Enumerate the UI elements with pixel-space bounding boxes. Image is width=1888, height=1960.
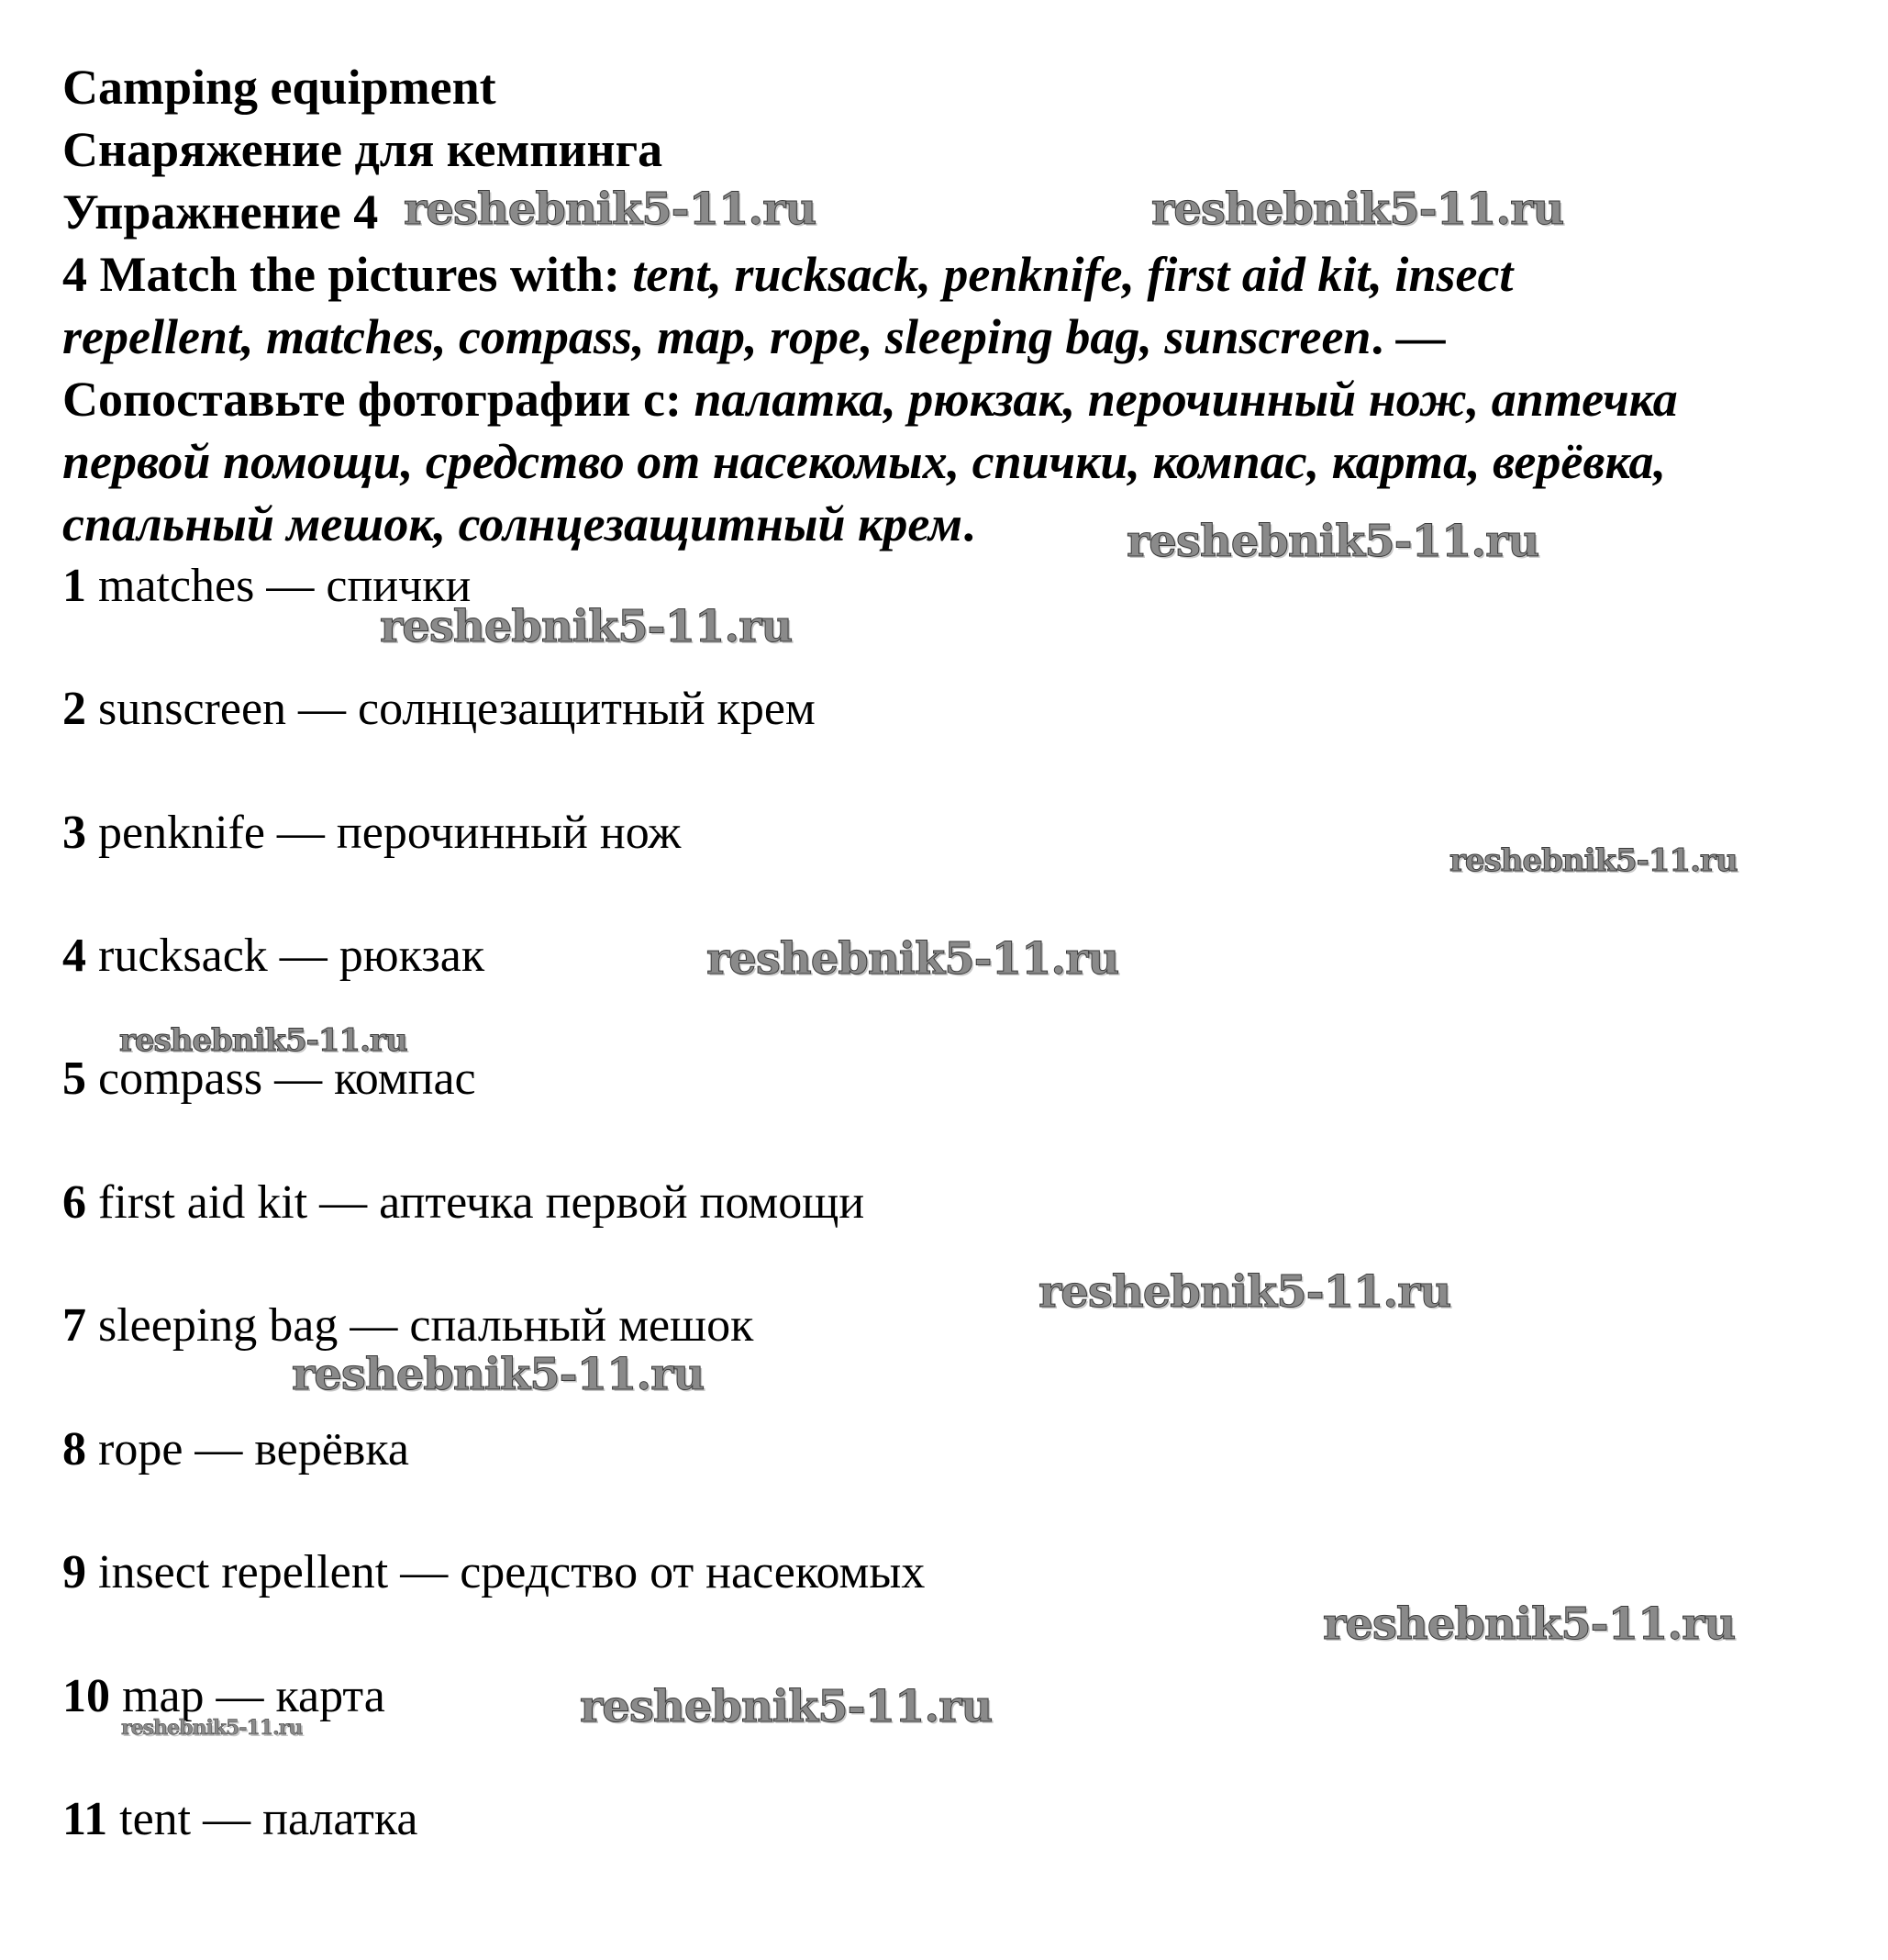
watermark: reshebnik5-11.ru — [1449, 842, 1738, 879]
exercise-label: Упражнение 4 — [62, 184, 379, 239]
answer-number: 6 — [62, 1176, 86, 1229]
answer-text: tent — палатка — [119, 1793, 418, 1845]
task-end: . — [962, 496, 975, 551]
answer-text: first aid kit — аптечка первой помощи — [98, 1176, 865, 1229]
answer-text: sleeping bag — спальный мешок — [98, 1299, 754, 1352]
answer-text: rucksack — рюкзак — [98, 930, 485, 982]
task-line-2 — [62, 306, 1445, 367]
title-english: Camping equipment — [62, 60, 496, 115]
answer-item — [62, 804, 681, 863]
answer-number: 2 — [62, 683, 86, 735]
task-line-3 — [62, 369, 1678, 429]
answer-number: 11 — [62, 1793, 108, 1845]
answer-number: 1 — [62, 560, 86, 612]
answer-item — [62, 927, 484, 986]
watermark: reshebnik5-11.ru — [404, 184, 816, 235]
watermark: reshebnik5-11.ru — [1127, 516, 1539, 567]
answer-item — [62, 1543, 925, 1602]
task-prompt-en: Match the pictures with: — [99, 247, 620, 302]
task-separator: . — — [1371, 309, 1446, 364]
watermark: reshebnik5-11.ru — [119, 1022, 407, 1059]
task-words-ru-2: первой помощи, средство от насекомых, спички, компас, карта, верёвка, — [62, 434, 1667, 489]
answer-number: 4 — [62, 930, 86, 982]
watermark: reshebnik5-11.ru — [1323, 1598, 1736, 1650]
answer-text: compass — компас — [98, 1052, 476, 1105]
task-number: 4 — [62, 247, 87, 302]
watermark: reshebnik5-11.ru — [380, 601, 793, 652]
answer-item — [62, 1420, 409, 1479]
answer-text: sunscreen — солнцезащитный крем — [98, 683, 816, 735]
task-line-4 — [62, 431, 1666, 492]
answer-item — [62, 1174, 864, 1232]
title-russian: Снаряжение для кемпинга — [62, 122, 663, 177]
answer-item — [62, 1790, 417, 1849]
answer-item — [62, 680, 816, 739]
answer-text: matches — спички — [98, 560, 472, 612]
watermark: reshebnik5-11.ru — [292, 1349, 705, 1400]
task-words-en-2: repellent, matches, compass, map, rope, sleeping bag, sunscreen — [62, 309, 1372, 364]
answer-text: map — карта — [122, 1670, 385, 1722]
watermark: reshebnik5-11.ru — [121, 1716, 303, 1740]
watermark: reshebnik5-11.ru — [1151, 184, 1564, 235]
task-words-ru-1: палатка, рюкзак, перочинный нож, аптечка — [694, 372, 1678, 427]
answer-number: 9 — [62, 1546, 86, 1598]
answer-text: rope — верёвка — [98, 1423, 409, 1476]
answer-text: penknife — перочинный нож — [98, 807, 682, 859]
task-words-en-1: tent, rucksack, penknife, first aid kit, insect — [632, 247, 1514, 302]
answer-number: 3 — [62, 807, 86, 859]
answer-number: 10 — [62, 1670, 110, 1722]
watermark: reshebnik5-11.ru — [580, 1681, 993, 1732]
task-line-5 — [62, 494, 975, 554]
answer-number: 5 — [62, 1052, 86, 1105]
task-prompt-ru: Сопоставьте фотографии с: — [62, 372, 682, 427]
task-line-1 — [62, 244, 1513, 305]
answer-text: insect repellent — средство от насекомых — [98, 1546, 926, 1598]
answer-item — [62, 1297, 753, 1355]
watermark: reshebnik5-11.ru — [706, 933, 1119, 985]
watermark: reshebnik5-11.ru — [1038, 1266, 1451, 1318]
answer-number: 8 — [62, 1423, 86, 1476]
task-words-ru-3: спальный мешок, солнцезащитный крем — [62, 496, 962, 551]
answer-number: 7 — [62, 1299, 86, 1352]
